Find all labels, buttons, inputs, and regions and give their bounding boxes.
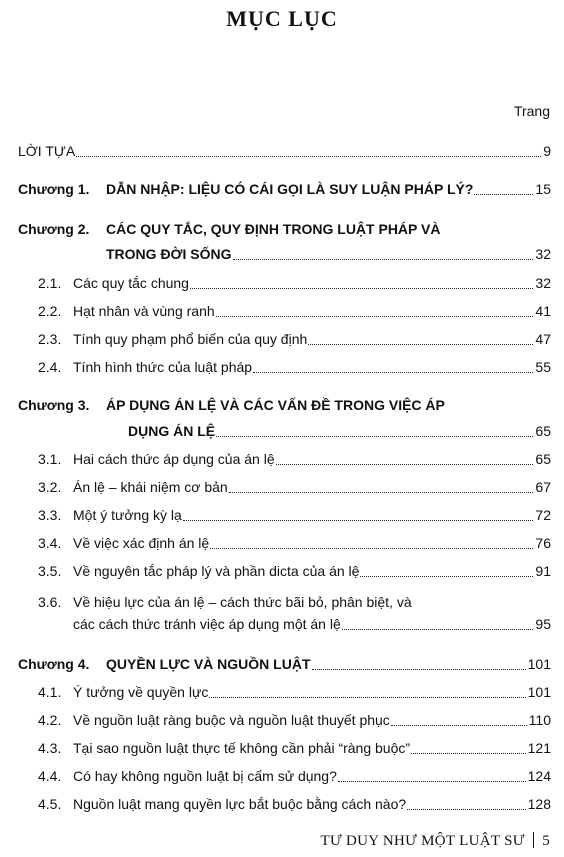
section-number: 3.4. — [38, 535, 62, 551]
chapter-number: Chương 3. — [18, 397, 90, 413]
entry-page: 121 — [527, 740, 551, 756]
toc-entry-2-4[interactable] — [0, 357, 551, 377]
section-number: 2.4. — [38, 359, 62, 375]
chapter-title-line-1: CÁC QUY TẮC, QUY ĐỊNH TRONG LUẬT PHÁP VÀ — [106, 221, 441, 237]
toc-entry-4-1[interactable] — [0, 682, 551, 702]
entry-page: 72 — [535, 507, 551, 523]
dot-leader — [76, 156, 541, 157]
entry-page: 41 — [535, 303, 551, 319]
entry-page: 76 — [535, 535, 551, 551]
section-title: Về nguồn luật ràng buộc và nguồn luật thuyết phục — [73, 712, 390, 728]
entry-page: 110 — [528, 712, 551, 728]
section-title: Tại sao nguồn luật thực tế không cần phải “ràng buộc” — [73, 740, 411, 756]
toc-entry-4-3[interactable] — [0, 738, 551, 758]
section-number: 3.3. — [38, 507, 62, 523]
section-title-line-2: các cách thức tránh việc áp dụng một án lệ — [73, 616, 341, 632]
toc-entry-2-2[interactable] — [0, 301, 551, 321]
dot-leader — [338, 781, 526, 782]
dot-leader — [210, 548, 533, 549]
entry-page: 124 — [527, 768, 551, 784]
dot-leader — [391, 725, 527, 726]
section-title: Các quy tắc chung — [73, 275, 189, 291]
entry-page: 95 — [535, 616, 551, 632]
dot-leader — [276, 464, 534, 465]
chapter-number: Chương 2. — [18, 221, 90, 237]
toc-entry-4-2[interactable] — [0, 710, 551, 730]
toc-entry-4-4[interactable] — [0, 766, 551, 786]
section-number: 4.4. — [38, 768, 62, 784]
toc-entry-2-3[interactable] — [0, 329, 551, 349]
toc-entry-2-1[interactable] — [0, 273, 551, 293]
toc-entry-3-1[interactable] — [0, 449, 551, 469]
dot-leader — [411, 753, 526, 754]
section-title-line-1: Về hiệu lực của án lệ – cách thức bãi bỏ, phân biệt, và — [73, 594, 412, 610]
dot-leader — [308, 344, 533, 345]
page-title: MỤC LỤC — [226, 6, 338, 31]
footer-page-number: 5 — [542, 833, 550, 849]
entry-page: 65 — [535, 423, 551, 439]
entry-page: 101 — [527, 656, 551, 672]
entry-page: 65 — [535, 451, 551, 467]
toc-entry-3-4[interactable] — [0, 533, 551, 553]
entry-title: LỜI TỰA — [18, 143, 76, 159]
section-title: Về việc xác định án lệ — [73, 535, 210, 551]
chapter-title-line-2: DỤNG ÁN LỆ — [128, 423, 216, 439]
chapter-title-line-2: TRONG ĐỜI SỐNG — [106, 246, 232, 262]
section-number: 3.5. — [38, 563, 62, 579]
dot-leader — [209, 697, 525, 698]
section-title: Tính hình thức của luật pháp — [73, 359, 253, 375]
chapter-title: DẪN NHẬP: LIỆU CÓ CÁI GỌI LÀ SUY LUẬN PHÁP LÝ? — [106, 181, 474, 197]
toc-entry-chapter-1[interactable] — [0, 179, 551, 199]
toc-entry-3-6[interactable] — [0, 592, 551, 612]
toc-entry-foreword[interactable] — [0, 141, 551, 161]
dot-leader — [312, 669, 526, 670]
toc-entry-chapter-3-cont[interactable] — [0, 421, 551, 441]
section-number: 2.1. — [38, 275, 62, 291]
chapter-number: Chương 1. — [18, 181, 90, 197]
section-number: 4.3. — [38, 740, 62, 756]
entry-page: 101 — [527, 684, 551, 700]
entry-page: 55 — [535, 359, 551, 375]
section-title: Nguồn luật mang quyền lực bắt buộc bằng cách nào? — [73, 796, 407, 812]
toc-entry-3-3[interactable] — [0, 505, 551, 525]
section-number: 3.1. — [38, 451, 62, 467]
dot-leader — [233, 259, 534, 260]
section-title: Hai cách thức áp dụng của án lệ — [73, 451, 275, 467]
toc-entry-chapter-4[interactable] — [0, 654, 551, 674]
section-title: Tính quy phạm phổ biến của quy định — [73, 331, 308, 347]
toc-entry-chapter-2-cont[interactable] — [0, 244, 551, 264]
toc-entry-3-6-cont[interactable] — [0, 614, 551, 634]
dot-leader — [253, 372, 533, 373]
footer-book-title: TƯ DUY NHƯ MỘT LUẬT SƯ — [320, 833, 525, 849]
dot-leader — [183, 520, 534, 521]
section-title: Một ý tưởng kỳ lạ — [73, 507, 182, 523]
dot-leader — [407, 809, 525, 810]
entry-page: 47 — [535, 331, 551, 347]
entry-page: 67 — [535, 479, 551, 495]
page-column-label: Trang — [513, 103, 550, 119]
section-number: 4.5. — [38, 796, 62, 812]
dot-leader — [216, 436, 533, 437]
dot-leader — [229, 492, 534, 493]
dot-leader — [342, 629, 534, 630]
entry-page: 15 — [535, 181, 551, 197]
section-number: 2.3. — [38, 331, 62, 347]
section-title: Hạt nhân và vùng ranh — [73, 303, 215, 319]
entry-page: 32 — [535, 275, 551, 291]
chapter-number: Chương 4. — [18, 656, 90, 672]
toc-entry-chapter-2[interactable] — [0, 219, 551, 239]
footer-separator — [533, 832, 535, 848]
chapter-title: QUYỀN LỰC VÀ NGUỒN LUẬT — [106, 656, 311, 672]
section-number: 3.6. — [38, 594, 62, 610]
toc-entry-chapter-3[interactable] — [0, 395, 551, 415]
toc-entry-4-5[interactable] — [0, 794, 551, 814]
entry-page: 9 — [543, 143, 551, 159]
dot-leader — [474, 194, 533, 195]
section-number: 3.2. — [38, 479, 62, 495]
section-title: Ý tưởng về quyền lực — [73, 684, 209, 700]
dot-leader — [216, 316, 534, 317]
running-footer — [321, 832, 550, 850]
section-title: Án lệ – khái niệm cơ bản — [73, 479, 228, 495]
entry-page: 128 — [527, 796, 551, 812]
section-number: 4.1. — [38, 684, 62, 700]
toc-entry-3-2[interactable] — [0, 477, 551, 497]
entry-page: 91 — [535, 563, 551, 579]
section-title: Về nguyên tắc pháp lý và phần dicta của án lệ — [73, 563, 360, 579]
section-title: Có hay không nguồn luật bị cấm sử dụng? — [73, 768, 337, 784]
chapter-title-line-1: ÁP DỤNG ÁN LỆ VÀ CÁC VẤN ĐỀ TRONG VIỆC ÁP — [106, 397, 445, 413]
section-number: 4.2. — [38, 712, 62, 728]
entry-page: 32 — [535, 246, 551, 262]
dot-leader — [360, 576, 533, 577]
toc-entry-3-5[interactable] — [0, 561, 551, 581]
dot-leader — [190, 288, 533, 289]
section-number: 2.2. — [38, 303, 62, 319]
